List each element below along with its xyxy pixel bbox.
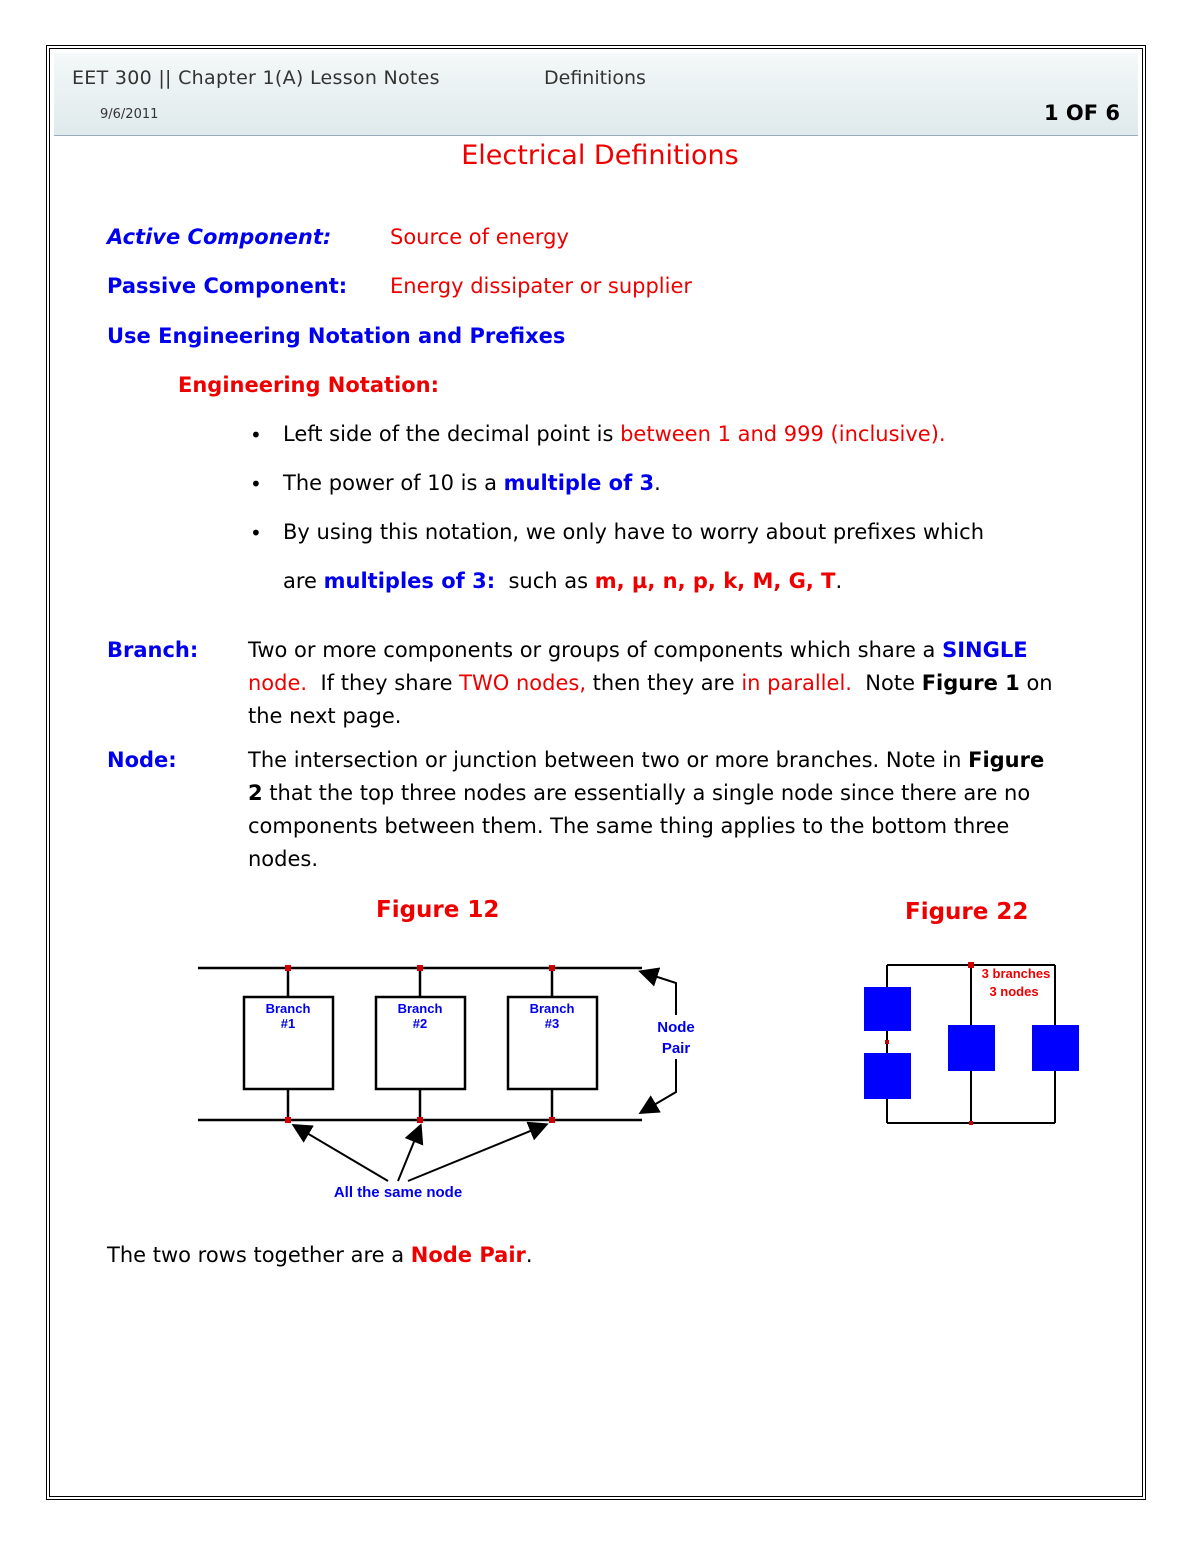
- header-date: 9/6/2011: [100, 107, 159, 122]
- node-line-4: nodes.: [248, 847, 319, 871]
- branch-1-label: Branch: [265, 1001, 311, 1016]
- header-section: Definitions: [544, 67, 646, 89]
- bullet-3-end: .: [835, 569, 843, 593]
- bullet-dot-icon: •: [250, 521, 262, 545]
- node-line-3: components between them. The same thing applies to the bottom three: [248, 814, 1010, 838]
- bullet-3-are: are: [283, 569, 324, 593]
- node-pair-label-2: Pair: [661, 1040, 691, 1057]
- branch-text-3: then they are: [586, 671, 742, 695]
- bullet-dot-icon: •: [250, 423, 262, 447]
- branch-line-1: [248, 634, 1108, 667]
- bullet-3-colon: :: [486, 569, 496, 593]
- branch-2: [376, 968, 465, 1120]
- active-label: Active Component:: [107, 225, 332, 249]
- component-block: [864, 987, 911, 1031]
- node-pair-arrow-top: [642, 972, 676, 1015]
- bullet-3-line-2: [283, 569, 842, 593]
- node-figure-num: 2: [248, 781, 263, 805]
- figure-2-caption: Figure 22: [905, 899, 1029, 925]
- branch-text-5: on: [1019, 671, 1053, 695]
- branch-text-4: Note: [851, 671, 922, 695]
- bullet-2-text: The power of 10 is a: [283, 471, 504, 495]
- node-pair-label-1: Node: [657, 1019, 695, 1036]
- figure-2-diagram: [855, 955, 1085, 1135]
- branch-parallel: in parallel.: [741, 671, 852, 695]
- branch-two-nodes: TWO nodes,: [459, 671, 586, 695]
- active-value: Source of energy: [390, 225, 569, 249]
- branch-definition: [248, 634, 1108, 733]
- branch-1: [244, 968, 333, 1120]
- branch-line-2: [248, 667, 1108, 700]
- figure-2-note-1: 3 branches: [981, 966, 1051, 981]
- branch-node: node.: [248, 671, 308, 695]
- bullet-3-such-as: such as: [495, 569, 595, 593]
- branch-3: [508, 968, 597, 1120]
- same-node-arrow-1: [295, 1126, 388, 1181]
- branch-2-label: Branch: [397, 1001, 443, 1016]
- page-number: 1 OF 6: [1043, 101, 1120, 125]
- figure-2-note-2: 3 nodes: [989, 984, 1039, 999]
- branch-text-1: Two or more components or groups of components which share a: [248, 638, 943, 662]
- bullet-2-multiple: multiple of 3: [503, 471, 655, 495]
- branch-3-number: #3: [544, 1016, 560, 1031]
- same-node-label: All the same node: [333, 1184, 463, 1201]
- node-label: Node:: [107, 748, 177, 772]
- figure-1-caption: Figure 12: [376, 897, 500, 923]
- component-block: [1032, 1025, 1079, 1071]
- node-line-2: [248, 777, 1108, 810]
- bullet-1-range: between 1 and 999 (inclusive).: [620, 422, 946, 446]
- node-text-2: that the top three nodes are essentially a single node since there are no: [262, 781, 1031, 805]
- branch-3-label: Branch: [529, 1001, 575, 1016]
- use-notation-heading: Use Engineering Notation and Prefixes: [107, 324, 566, 348]
- bullet-dot-icon: •: [250, 472, 262, 496]
- node-pair-sentence-end: .: [525, 1243, 533, 1267]
- node-text-1: The intersection or junction between two or more branches. Note in: [248, 748, 969, 772]
- passive-label: Passive Component:: [107, 274, 348, 298]
- bullet-1-text: Left side of the decimal point is: [283, 422, 621, 446]
- node-pair-term: Node Pair: [410, 1243, 526, 1267]
- component-block: [864, 1053, 911, 1099]
- branch-figure-ref: Figure 1: [921, 671, 1020, 695]
- bullet-3-prefixes: m, µ, n, p, k, M, G, T: [594, 569, 836, 593]
- engineering-notation-heading: Engineering Notation:: [178, 373, 440, 397]
- node-pair-arrow-bottom: [642, 1059, 676, 1112]
- node-definition: [248, 744, 1108, 876]
- passive-value: Energy dissipater or supplier: [390, 274, 693, 298]
- bullet-1: [283, 422, 946, 446]
- bullet-2: [283, 471, 661, 495]
- node-pair-sentence-text: The two rows together are a: [107, 1243, 411, 1267]
- page-header: [54, 53, 1138, 136]
- branch-label: Branch:: [107, 638, 199, 662]
- bullet-3-multiples: multiples of 3: [323, 569, 487, 593]
- branch-2-number: #2: [412, 1016, 428, 1031]
- branch-line-3: the next page.: [248, 704, 402, 728]
- same-node-arrow-3: [408, 1125, 545, 1181]
- same-node-arrow-2: [398, 1127, 420, 1181]
- branch-single: SINGLE: [942, 638, 1028, 662]
- node-line-1: [248, 744, 1108, 777]
- branch-1-number: #1: [280, 1016, 296, 1031]
- node-pair-sentence: [107, 1243, 533, 1267]
- bullet-3-line-1: By using this notation, we only have to worry about prefixes which: [283, 520, 984, 544]
- branch-text-2: If they share: [307, 671, 460, 695]
- bullet-2-period: .: [654, 471, 661, 495]
- component-block: [948, 1025, 995, 1071]
- page-title: Electrical Definitions: [461, 140, 739, 171]
- node-figure-ref: Figure: [968, 748, 1045, 772]
- figure-1-diagram: [190, 955, 720, 1205]
- header-title: EET 300 || Chapter 1(A) Lesson Notes: [72, 67, 440, 89]
